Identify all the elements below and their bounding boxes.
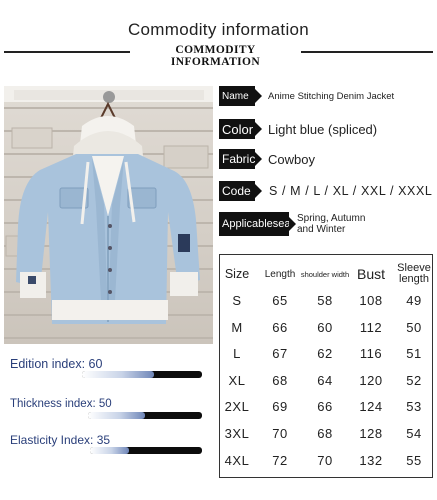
- cell-sleeve-length: 52: [406, 372, 422, 388]
- cell-length: 66: [272, 319, 288, 335]
- cell-size: 2XL: [224, 399, 250, 415]
- cell-bust: 128: [359, 426, 383, 441]
- cell-length: 67: [272, 346, 288, 362]
- edition-index-fill: [82, 371, 154, 378]
- cell-shoulder-width: 64: [317, 372, 333, 388]
- header-sleeve-line2: length: [399, 273, 429, 285]
- size-table: [219, 254, 433, 478]
- spec-code-label: Code: [219, 181, 255, 201]
- page-title: Commodity information: [127, 20, 310, 39]
- spec-fabric-value: Cowboy: [268, 151, 315, 167]
- spec-name-label: Name: [219, 86, 255, 106]
- thickness-index-bar: [88, 412, 202, 419]
- spec-season-value-line2: and Winter: [297, 224, 346, 235]
- cell-sleeve-length: 53: [406, 399, 422, 415]
- spec-fabric-label: Fabric: [219, 149, 255, 169]
- header-shoulder-width: shoulder width: [300, 269, 350, 279]
- table-row: [220, 370, 434, 392]
- cell-bust: 120: [359, 372, 383, 388]
- cell-sleeve-length: 54: [406, 426, 422, 441]
- header-length: Length: [264, 268, 296, 280]
- cell-size: 4XL: [224, 452, 250, 468]
- cell-length: 70: [272, 426, 288, 441]
- divider-right: [301, 51, 433, 53]
- cell-bust: 108: [359, 293, 383, 308]
- table-row: [220, 343, 434, 365]
- cell-size: M: [231, 319, 243, 335]
- spec-season-value-line1: Spring, Autumn: [297, 213, 366, 224]
- spec-season-label-line2: season: [272, 218, 309, 231]
- spec-color-label: Color: [219, 119, 255, 139]
- section-subtitle: COMMODITY INFORMATION: [170, 44, 261, 68]
- spec-name-value: Anime Stitching Denim Jacket: [268, 90, 395, 102]
- table-row: [220, 317, 434, 339]
- elasticity-index-fill: [90, 447, 129, 454]
- thickness-index-fill: [88, 412, 145, 419]
- edition-index-bar: [82, 371, 202, 378]
- cell-size: XL: [228, 372, 246, 388]
- cell-shoulder-width: 58: [317, 293, 333, 308]
- product-photo: [4, 86, 213, 344]
- header-sleeve-line1: Sleeve: [397, 262, 431, 274]
- cell-sleeve-length: 50: [406, 319, 422, 335]
- denim-jacket-image: [4, 86, 213, 344]
- cell-length: 69: [272, 399, 288, 415]
- cell-bust: 132: [359, 452, 383, 468]
- header-size: Size: [224, 266, 250, 281]
- cell-size: S: [232, 293, 242, 308]
- table-row: [220, 290, 434, 312]
- header-bust: Bust: [356, 265, 385, 282]
- cell-shoulder-width: 60: [317, 319, 333, 335]
- spec-color-value: Light blue (spliced): [268, 121, 378, 137]
- cell-bust: 124: [359, 399, 383, 415]
- spec-season-label: [219, 212, 309, 236]
- spec-season-value: [297, 212, 372, 236]
- table-row: [220, 396, 434, 418]
- header-sleeve-length: [394, 259, 434, 289]
- cell-length: 72: [272, 452, 288, 468]
- cell-shoulder-width: 70: [317, 452, 333, 468]
- spec-season-label-line1: Applicable: [222, 218, 273, 231]
- table-row: [220, 450, 434, 472]
- cell-bust: 116: [359, 346, 383, 362]
- table-row: [220, 423, 434, 445]
- cell-shoulder-width: 68: [317, 426, 333, 441]
- cell-sleeve-length: 51: [406, 346, 422, 362]
- elasticity-index-label: Elasticity Index: 35: [10, 433, 111, 447]
- size-table-header: [220, 259, 434, 289]
- divider-left: [4, 51, 130, 53]
- cell-shoulder-width: 66: [317, 399, 333, 415]
- elasticity-index-bar: [90, 447, 202, 454]
- cell-sleeve-length: 49: [406, 293, 422, 308]
- cell-length: 65: [272, 293, 288, 308]
- thickness-index-label: Thickness index: 50: [10, 398, 112, 410]
- cell-size: L: [233, 346, 241, 362]
- cell-length: 68: [272, 372, 288, 388]
- spec-code-value: S / M / L / XL / XXL / XXXL: [269, 184, 433, 198]
- section-heading: [4, 44, 433, 68]
- cell-shoulder-width: 62: [317, 346, 333, 362]
- cell-sleeve-length: 55: [406, 452, 422, 468]
- cell-bust: 112: [359, 319, 383, 335]
- cell-size: 3XL: [224, 426, 250, 441]
- edition-index-label: Edition index: 60: [10, 357, 103, 371]
